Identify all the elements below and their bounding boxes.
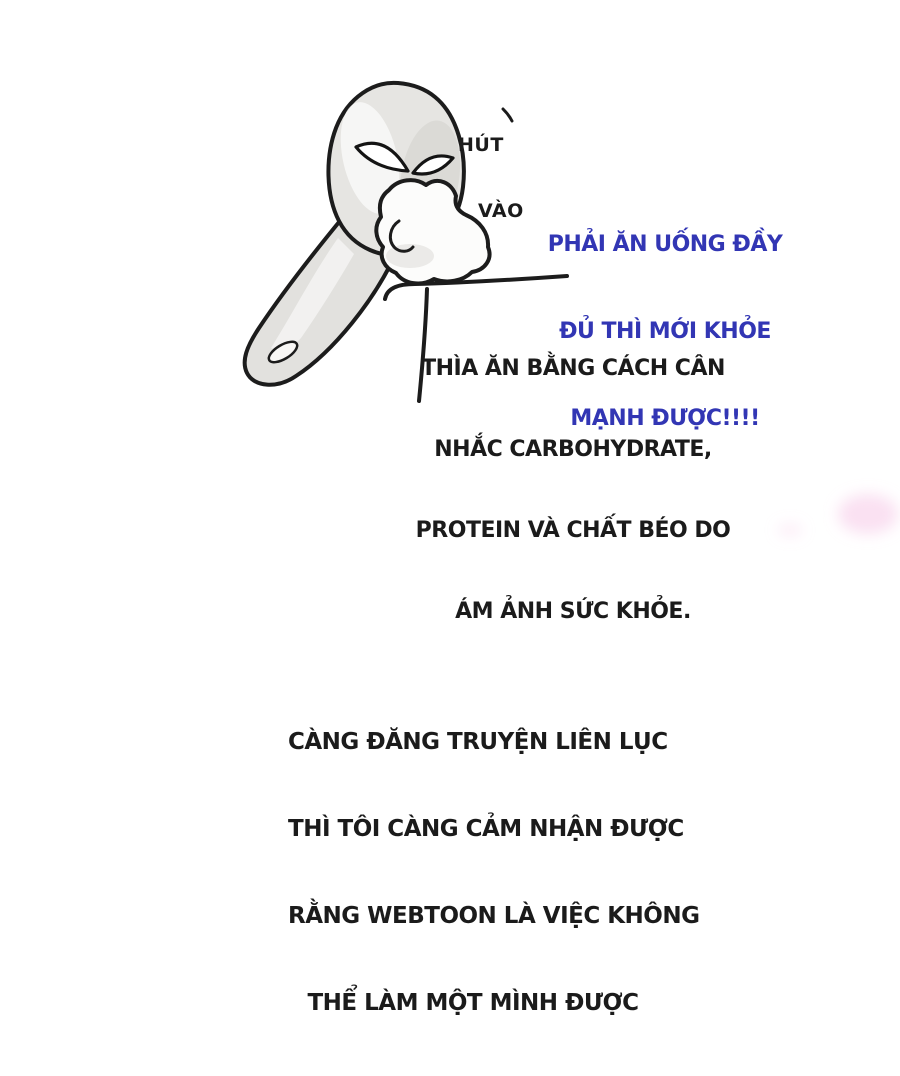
blue-speech-line: MẠNH ĐƯỢC!!!!: [570, 406, 760, 431]
sfx-label: [458, 90, 524, 266]
narration-line: THỂ LÀM MỘT MÌNH ĐƯỢC: [307, 990, 639, 1016]
pink-smudge: [778, 494, 898, 536]
blue-speech-line: ĐỦ THÌ MỚI KHỎE: [559, 319, 771, 344]
narration-text: [288, 670, 700, 1076]
spoon-caption-line: PROTEIN VÀ CHẤT BÉO DO: [415, 518, 731, 543]
spoon-caption-line: THÌA ĂN BẰNG CÁCH CÂN: [421, 356, 725, 381]
spoon-caption-text: [412, 301, 734, 679]
sfx-line: VÀO: [478, 200, 524, 222]
narration-line: THÌ TÔI CÀNG CẢM NHẬN ĐƯỢC: [288, 816, 684, 842]
spoon-caption-line: NHẮC CARBOHYDRATE,: [434, 437, 712, 462]
spoon-caption-line: ÁM ẢNH SỨC KHỎE.: [455, 599, 691, 624]
blue-speech-line: PHẢI ĂN UỐNG ĐẦY: [547, 232, 783, 257]
narration-line: RẰNG WEBTOON LÀ VIỆC KHÔNG: [288, 903, 700, 929]
narration-line: CÀNG ĐĂNG TRUYỆN LIÊN LỤC: [288, 729, 668, 755]
sfx-line: HÚT: [458, 134, 504, 156]
